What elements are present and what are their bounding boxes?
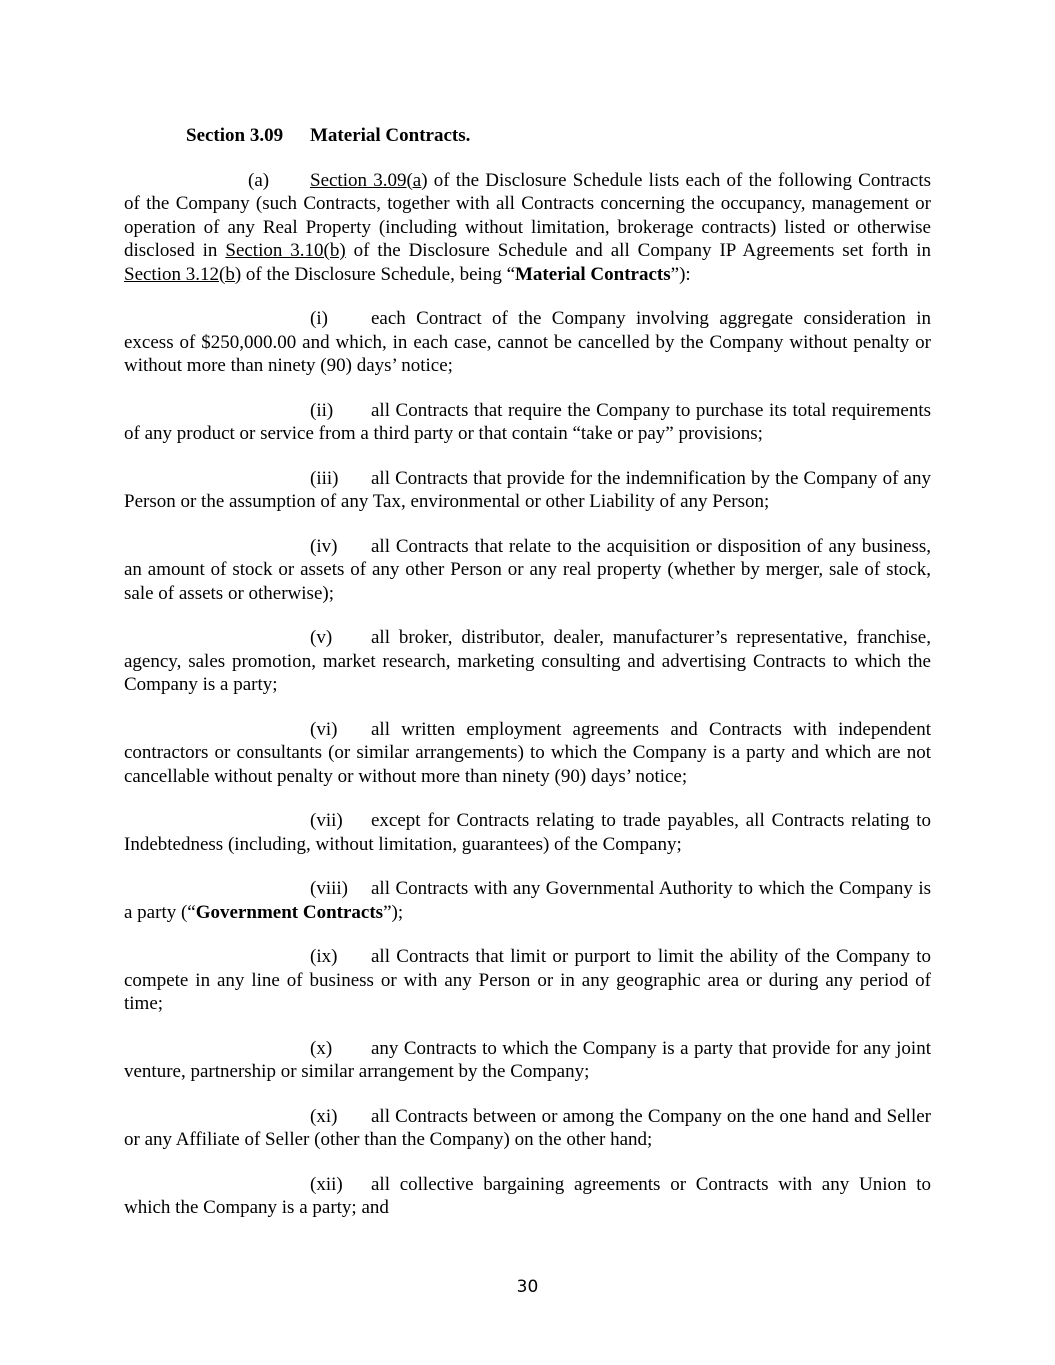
section-number: Section 3.09 <box>186 125 284 146</box>
section-reference: Section 3.10(b) <box>225 240 346 261</box>
paragraph-text: of the Disclosure Schedule and all Company IP Agreements set forth in <box>345 240 931 261</box>
item-text: all Contracts that limit or purport to limit the ability of the Company to compete in any line of business or with any Person or in any geographic area or during any period of time; <box>124 946 931 1014</box>
list-item <box>124 809 931 856</box>
item-text: ”); <box>383 901 404 923</box>
section-reference: Section 3.12(b) <box>124 263 242 285</box>
item-text: all broker, distributor, dealer, manufacturer’s representative, franchise, agency, sales promotion, market research, marketing consulting and advertising Contracts to which the Company is a party; <box>124 627 931 695</box>
page-number: 30 <box>516 1277 539 1297</box>
paragraph-label: (a) <box>248 169 270 191</box>
document-page <box>124 124 931 1241</box>
list-item <box>124 945 931 1016</box>
item-text: all written employment agreements and Contracts with independent contractors or consultants (or similar arrangements) to which the Company is a party and which are not cancellable without penalty or without more than ninety (90) days’ notice; <box>124 718 931 787</box>
list-item <box>124 1037 931 1084</box>
item-label: (vii) <box>310 810 343 831</box>
list-item <box>124 1173 931 1220</box>
item-label: (iv) <box>310 535 338 557</box>
paragraph-text: of the Disclosure Schedule, being “ <box>241 263 515 285</box>
list-item <box>124 877 931 924</box>
paragraph-a <box>124 169 931 287</box>
section-reference: Section 3.09(a) <box>310 169 428 191</box>
item-label: (x) <box>310 1037 333 1059</box>
list-item <box>124 467 931 514</box>
list-item <box>124 1105 931 1152</box>
item-text: all Contracts between or among the Company on the one hand and Seller or any Affiliate of Seller (other than the Company) on the other hand; <box>124 1105 931 1150</box>
item-text: all collective bargaining agreements or Contracts with any Union to which the Company is a party; and <box>124 1173 931 1218</box>
list-item <box>124 399 931 446</box>
item-label: (v) <box>310 627 333 648</box>
list-item <box>124 718 931 789</box>
defined-term: Government Contracts <box>195 901 384 923</box>
list-item <box>124 535 931 606</box>
paragraph-text: ”): <box>670 263 691 285</box>
item-label: (i) <box>310 308 328 329</box>
item-label: (viii) <box>310 878 348 899</box>
item-text: all Contracts that require the Company to purchase its total requirements of any product or service from a third party or that contain “take or pay” provisions; <box>124 399 931 444</box>
section-heading <box>186 124 931 148</box>
item-label: (vi) <box>310 718 338 740</box>
item-label: (ii) <box>310 399 334 421</box>
paragraph-text: of the Disclosure Schedule lists each of the following Contracts of the Company (such Contracts, together with all Contracts concerning the occupancy, management or operation of any Real Property (including without limitation, brokerage contracts) listed or otherwise disclosed in <box>124 169 931 261</box>
section-title: Material Contracts. <box>310 125 471 146</box>
item-label: (xi) <box>310 1105 338 1127</box>
defined-term: Material Contracts <box>515 263 671 285</box>
item-text: except for Contracts relating to trade payables, all Contracts relating to Indebtedness (including, without limitation, guarantees) of the Company; <box>124 810 931 855</box>
item-text: all Contracts with any Governmental Authority to which the Company is a party (“ <box>124 878 931 923</box>
item-text: all Contracts that relate to the acquisition or disposition of any business, an amount of stock or assets of any other Person or any real property (whether by merger, sale of stock, sale of assets or otherwise); <box>124 535 931 604</box>
item-label: (iii) <box>310 467 339 489</box>
item-text: any Contracts to which the Company is a party that provide for any joint venture, partnership or similar arrangement by the Company; <box>124 1037 931 1082</box>
item-text: all Contracts that provide for the indemnification by the Company of any Person or the assumption of any Tax, environmental or other Liability of any Person; <box>124 467 931 512</box>
item-label: (ix) <box>310 946 338 967</box>
item-text: each Contract of the Company involving aggregate consideration in excess of $250,000.00 and which, in each case, cannot be cancelled by the Company without penalty or without more than ninety (90) days’ notice; <box>124 308 931 376</box>
list-item <box>124 307 931 378</box>
list-item <box>124 626 931 697</box>
item-label: (xii) <box>310 1173 343 1195</box>
